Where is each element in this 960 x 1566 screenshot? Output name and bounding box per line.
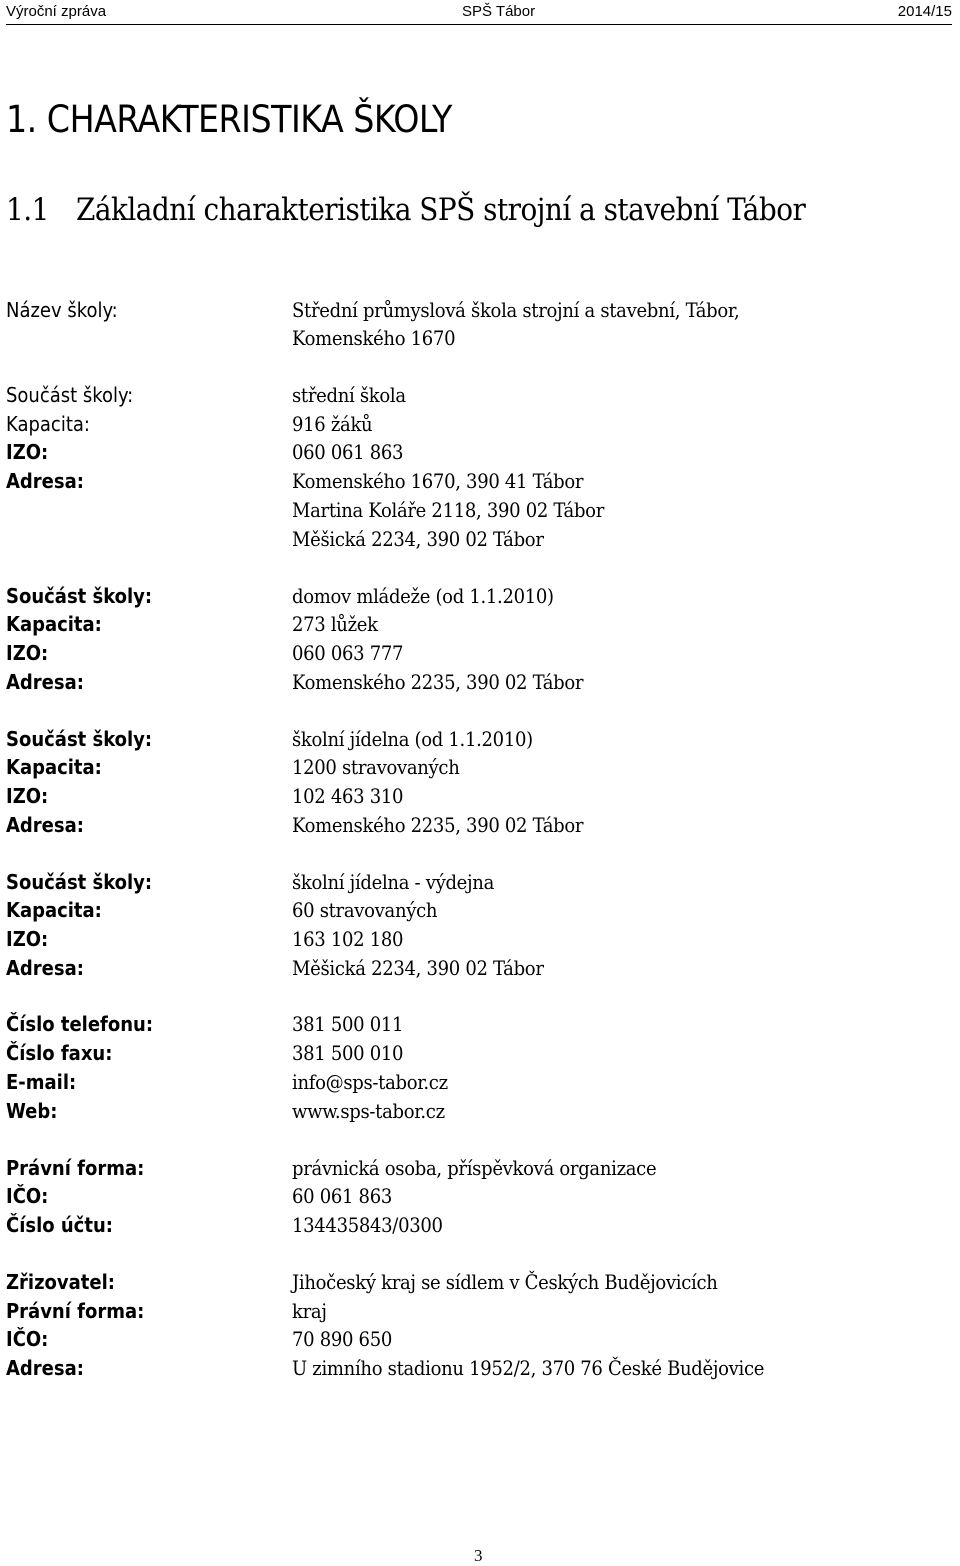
info-row-kapacita-2	[0, 612, 960, 640]
field-label: Kapacita:	[6, 612, 102, 636]
field-label: Kapacita:	[6, 412, 90, 436]
field-label: Číslo účtu:	[6, 1213, 113, 1237]
email-value: info@sps-tabor.cz	[292, 1070, 448, 1094]
field-value: střední škola	[292, 383, 406, 407]
field-label: IZO:	[6, 440, 49, 464]
field-value: Jihočeský kraj se sídlem v Českých Budějovicích	[292, 1270, 718, 1294]
info-row-soucast-4	[0, 870, 960, 898]
info-row-izo-4	[0, 927, 960, 955]
field-label: IZO:	[6, 641, 49, 665]
field-value: domov mládeže (od 1.1.2010)	[292, 584, 554, 608]
field-label: Součást školy:	[6, 870, 153, 894]
field-value: 381 500 011	[292, 1012, 404, 1036]
section-title: Základní charakteristika SPŠ strojní a stavební Tábor	[76, 192, 806, 228]
field-label: Číslo faxu:	[6, 1041, 113, 1065]
field-label: Kapacita:	[6, 898, 102, 922]
field-value: 381 500 010	[292, 1041, 404, 1065]
info-row-ucet	[0, 1213, 960, 1241]
info-row-nazev-cont	[0, 326, 960, 354]
info-row-zrizovatel-ico	[0, 1327, 960, 1355]
info-row-zrizovatel-adresa	[0, 1356, 960, 1384]
field-label: Adresa:	[6, 1356, 84, 1380]
field-label: E-mail:	[6, 1070, 77, 1094]
field-value: 273 lůžek	[292, 612, 378, 636]
info-row-soucast-1	[0, 383, 960, 411]
field-value: Komenského 1670, 390 41 Tábor	[292, 469, 584, 493]
info-row-zrizovatel	[0, 1270, 960, 1298]
info-row-telefon	[0, 1012, 960, 1040]
chapter-title: 1. CHARAKTERISTIKA ŠKOLY	[6, 98, 452, 141]
info-row-adresa-2	[0, 670, 960, 698]
field-label: Číslo telefonu:	[6, 1012, 154, 1036]
field-value: Komenského 2235, 390 02 Tábor	[292, 813, 584, 837]
info-row-ico	[0, 1184, 960, 1212]
info-row-email	[0, 1070, 960, 1098]
info-row-adresa-4	[0, 956, 960, 984]
field-label: Web:	[6, 1099, 58, 1123]
info-row-izo-2	[0, 641, 960, 669]
info-row-izo-1	[0, 440, 960, 468]
field-value: U zimního stadionu 1952/2, 370 76 České Budějovice	[292, 1356, 765, 1380]
field-value: 134435843/0300	[292, 1213, 443, 1237]
field-value: 1200 stravovaných	[292, 755, 460, 779]
field-value: právnická osoba, příspěvková organizace	[292, 1156, 657, 1180]
field-value: 60 stravovaných	[292, 898, 438, 922]
page-number: 3	[474, 1546, 483, 1565]
field-value: 916 žáků	[292, 412, 373, 436]
info-row-izo-3	[0, 784, 960, 812]
field-value: školní jídelna (od 1.1.2010)	[292, 727, 533, 751]
field-value: 163 102 180	[292, 927, 404, 951]
field-value: školní jídelna - výdejna	[292, 870, 494, 894]
info-row-adresa-1b	[0, 498, 960, 526]
field-value: Střední průmyslová škola strojní a stavební, Tábor,	[292, 298, 740, 322]
info-row-kapacita-3	[0, 755, 960, 783]
field-label: Zřizovatel:	[6, 1270, 115, 1294]
info-row-adresa-1	[0, 469, 960, 497]
info-row-zrizovatel-forma	[0, 1299, 960, 1327]
field-label: Součást školy:	[6, 584, 153, 608]
info-row-adresa-3	[0, 813, 960, 841]
info-row-pravni-forma	[0, 1156, 960, 1184]
web-value: www.sps-tabor.cz	[292, 1099, 445, 1123]
info-row-kapacita-4	[0, 898, 960, 926]
field-value: 70 890 650	[292, 1327, 392, 1351]
info-row-soucast-3	[0, 727, 960, 755]
field-label: IZO:	[6, 784, 49, 808]
field-label: Adresa:	[6, 670, 84, 694]
field-value: 102 463 310	[292, 784, 404, 808]
field-value: Martina Koláře 2118, 390 02 Tábor	[292, 498, 605, 522]
info-row-adresa-1c	[0, 527, 960, 555]
field-value: Měšická 2234, 390 02 Tábor	[292, 527, 544, 551]
header-school-name: SPŠ Tábor	[462, 3, 536, 20]
field-label: Adresa:	[6, 469, 84, 493]
header-school-year: 2014/15	[897, 3, 952, 20]
field-value: Měšická 2234, 390 02 Tábor	[292, 956, 544, 980]
field-label: IZO:	[6, 927, 49, 951]
field-label: Součást školy:	[6, 383, 134, 407]
page-header	[6, 2, 952, 25]
field-label: Kapacita:	[6, 755, 102, 779]
info-row-kapacita-1	[0, 412, 960, 440]
field-label: Adresa:	[6, 813, 84, 837]
field-value: Komenského 2235, 390 02 Tábor	[292, 670, 584, 694]
field-label: Adresa:	[6, 956, 84, 980]
field-value: Komenského 1670	[292, 326, 456, 350]
field-label: Součást školy:	[6, 727, 153, 751]
field-label: IČO:	[6, 1327, 49, 1351]
field-label: Právní forma:	[6, 1156, 145, 1180]
field-value: kraj	[292, 1299, 327, 1323]
field-value: 060 061 863	[292, 440, 404, 464]
field-label: Název školy:	[6, 298, 118, 322]
field-value: 060 063 777	[292, 641, 404, 665]
section-heading	[6, 192, 805, 228]
field-value: 60 061 863	[292, 1184, 392, 1208]
info-row-soucast-2	[0, 584, 960, 612]
header-report-title: Výroční zpráva	[6, 3, 107, 20]
field-label: IČO:	[6, 1184, 49, 1208]
field-label: Právní forma:	[6, 1299, 145, 1323]
info-row-fax	[0, 1041, 960, 1069]
info-row-web	[0, 1099, 960, 1127]
info-row-nazev	[0, 298, 960, 326]
section-number: 1.1	[6, 192, 49, 228]
